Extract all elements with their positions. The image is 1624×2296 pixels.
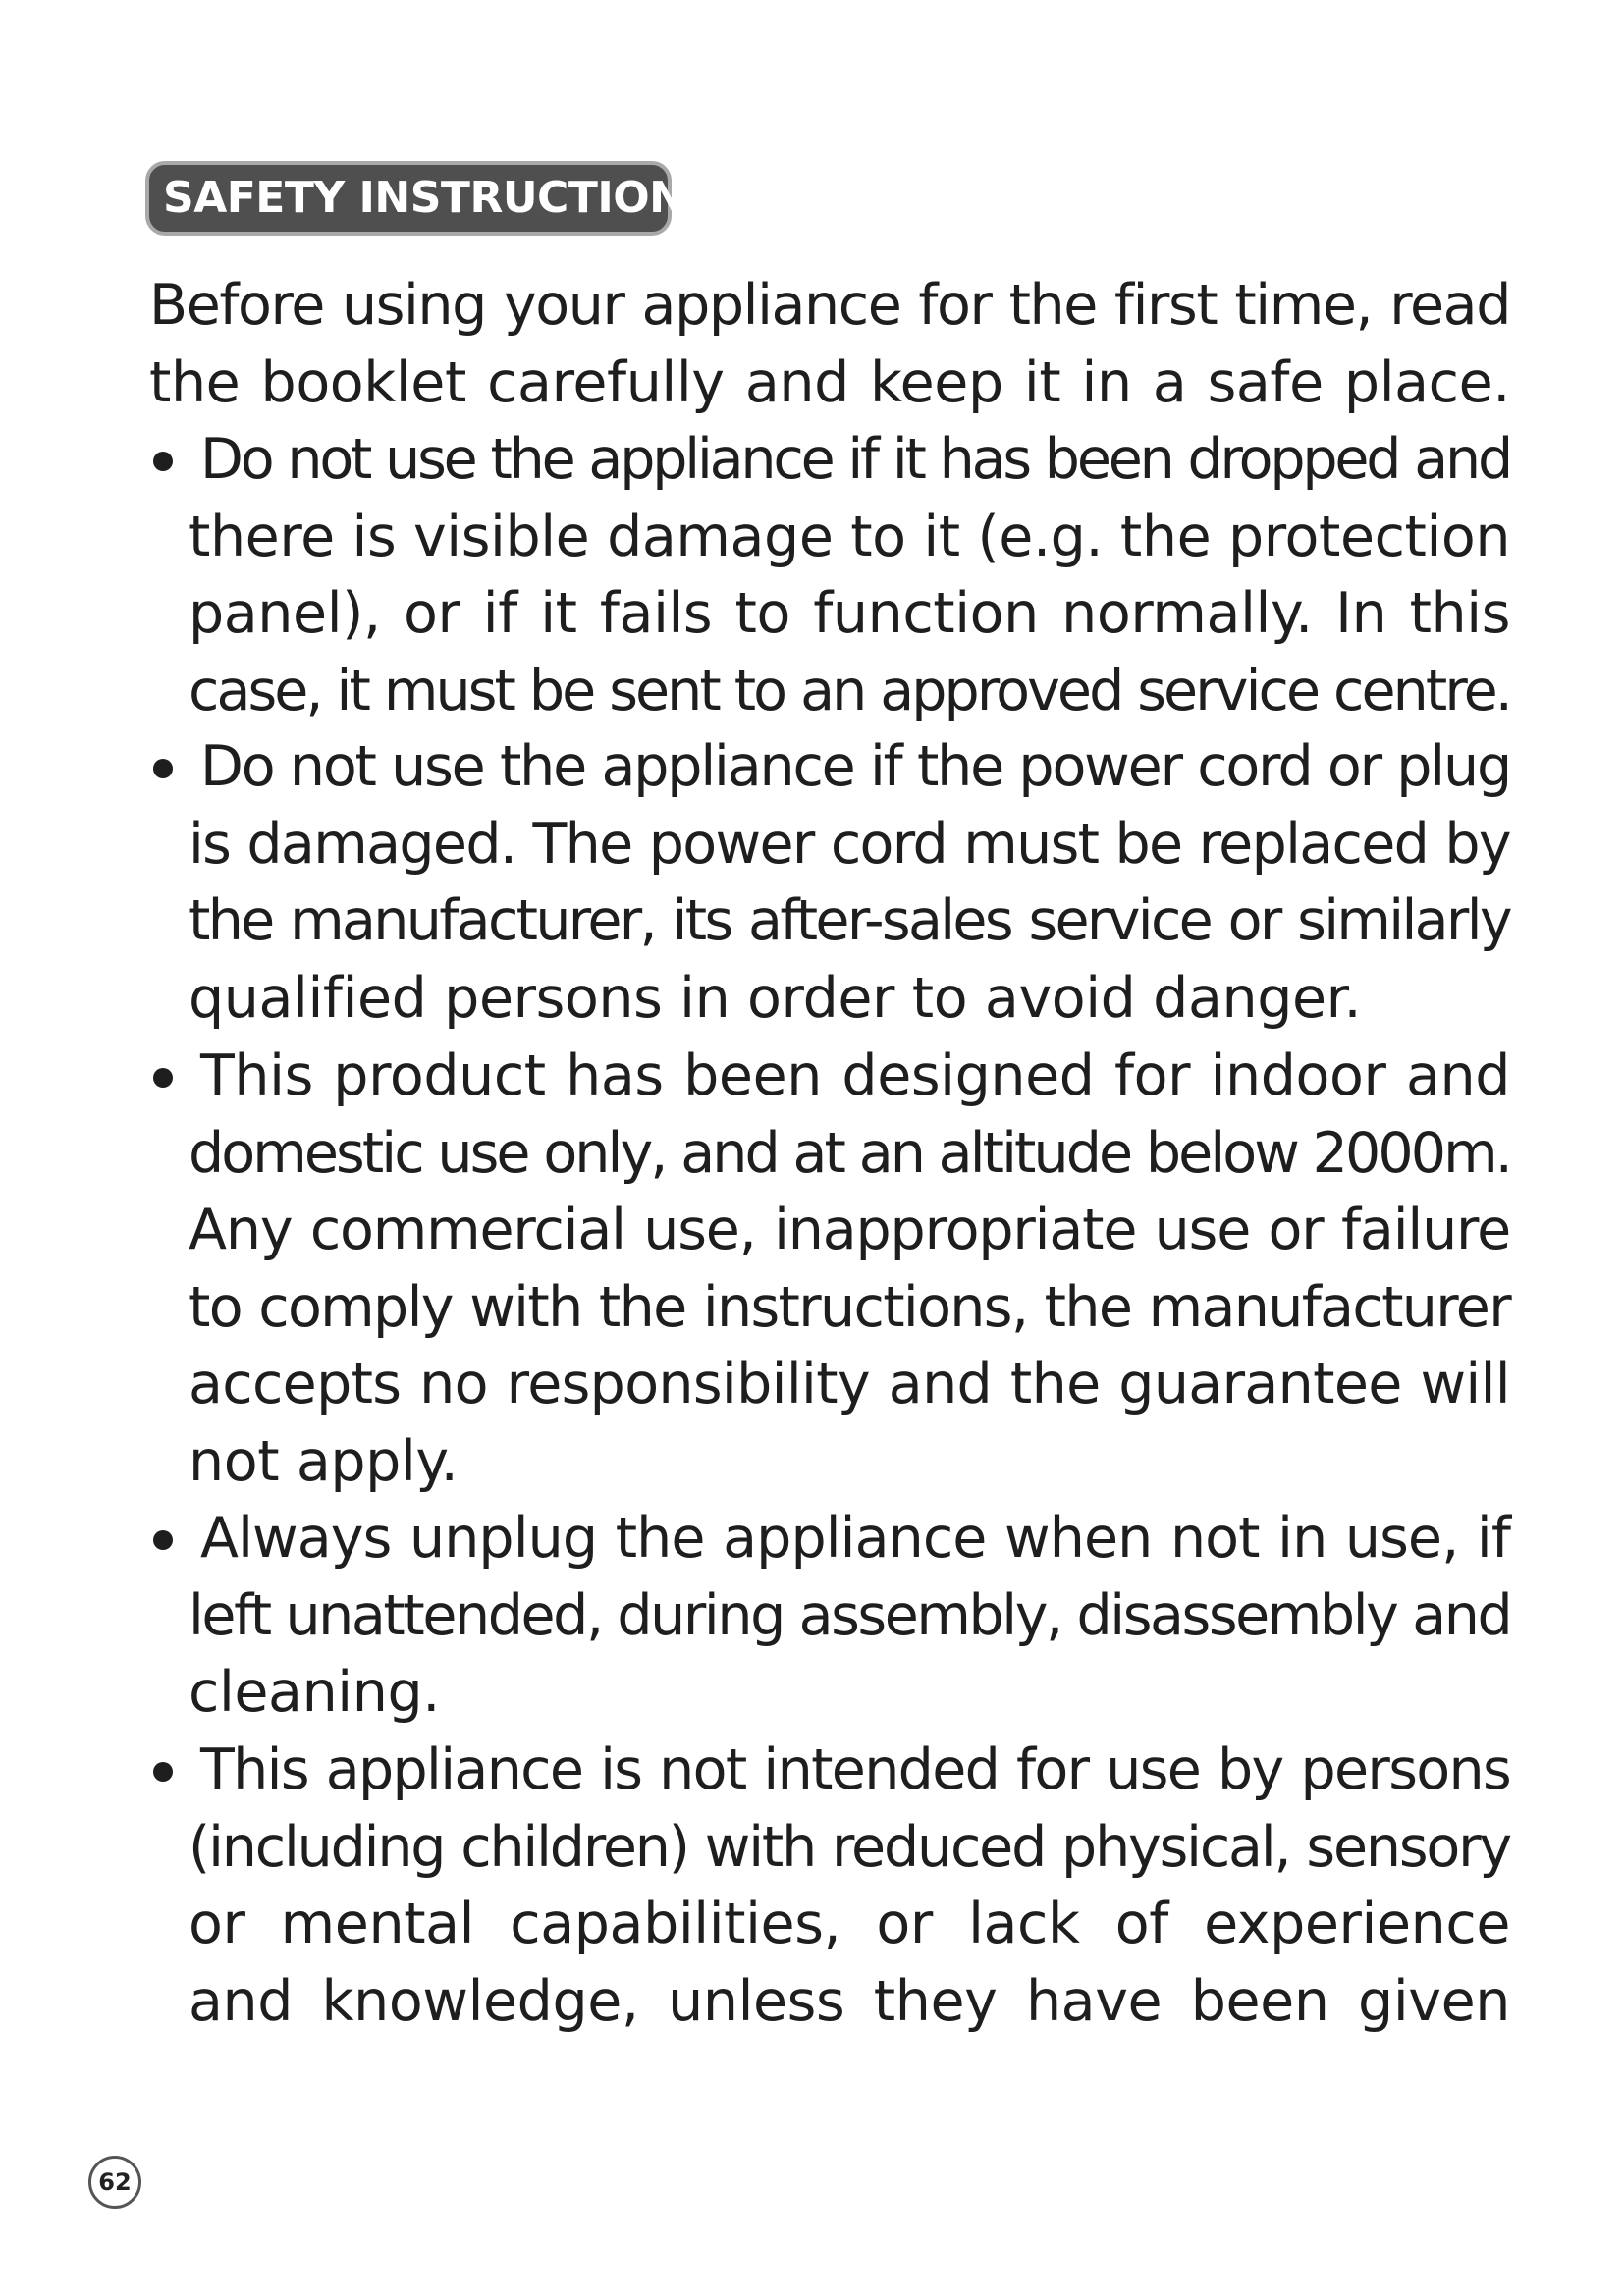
bullet-line: or mental capabilities, or lack of experience	[189, 1892, 1510, 1957]
bullet-item	[149, 728, 1510, 1037]
bullet-line: Any commercial use, inappropriate use or failure	[189, 1198, 1510, 1263]
bullet-item	[149, 1500, 1510, 1732]
bullet-line: and knowledge, unless they have been given	[189, 1968, 1510, 2034]
bullet-line: case, it must be sent to an approved service centre.	[189, 658, 1510, 723]
bullet-line: qualified persons in order to avoid danger.	[189, 965, 1362, 1031]
bullet-line: to comply with the instructions, the manufacturer	[189, 1274, 1510, 1340]
intro-paragraph	[149, 267, 1510, 421]
bullet-item	[149, 421, 1510, 729]
bullet-text	[189, 1038, 1510, 1501]
bullet-line: This product has been designed for indoor and	[200, 1043, 1510, 1108]
bullet-text	[189, 421, 1510, 729]
bullet-text	[189, 1500, 1510, 1732]
bullet-line: not apply.	[189, 1428, 459, 1494]
page-number-badge	[88, 2156, 141, 2209]
bullet-item	[149, 1038, 1510, 1501]
bullet-line: panel), or if it fails to function normally. In this	[189, 581, 1510, 647]
bullet-line: there is visible damage to it (e.g. the protection	[189, 504, 1511, 569]
intro-line: the booklet carefully and keep it in a safe place.	[149, 349, 1510, 415]
bullet-line: left unattended, during assembly, disassembly and	[189, 1582, 1511, 1648]
bullet-line: Do not use the appliance if the power cord or plug	[200, 734, 1510, 799]
bullet-line: Always unplug the appliance when not in use, if	[200, 1506, 1510, 1571]
bullet-line: accepts no responsibility and the guarantee will	[189, 1352, 1510, 1417]
bullet-line: domestic use only, and at an altitude below 2000m.	[189, 1120, 1510, 1186]
bullet-text	[189, 728, 1510, 1037]
bullet-line: cleaning.	[189, 1660, 440, 1726]
bullet-line: This appliance is not intended for use by persons	[200, 1737, 1510, 1802]
section-title-badge	[145, 161, 716, 236]
bullet-line: the manufacturer, its after-sales service or similarly	[189, 888, 1510, 954]
bullet-item	[149, 1732, 1510, 2040]
page-number: 62	[98, 2168, 132, 2196]
bullet-line: Do not use the appliance if it has been dropped and	[200, 427, 1510, 492]
bullet-text	[189, 1732, 1510, 2040]
section-title: SAFETY INSTRUCTIONS	[163, 173, 716, 223]
bullet-line: is damaged. The power cord must be replaced by	[189, 811, 1510, 877]
bullet-line: (including children) with reduced physical, sensory	[189, 1814, 1510, 1880]
intro-line: Before using your appliance for the first time, read	[149, 273, 1510, 338]
